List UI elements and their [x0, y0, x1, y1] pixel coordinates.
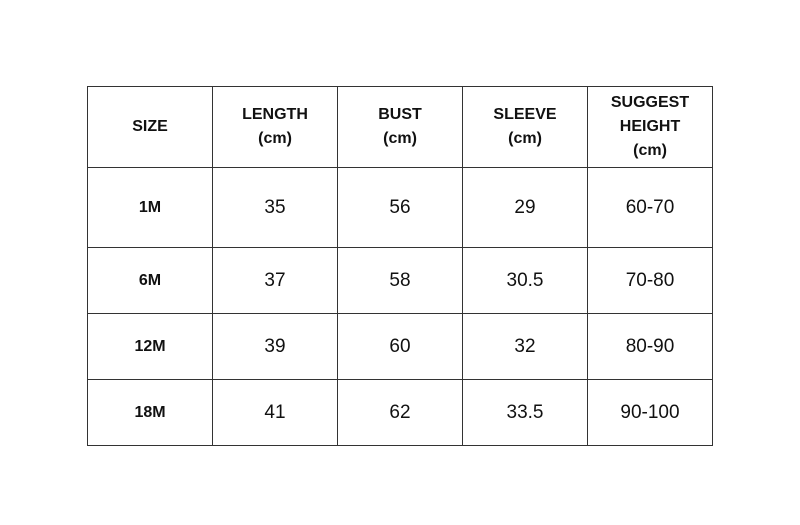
- cell-suggest-height: 80-90: [588, 314, 713, 380]
- cell-length: 37: [213, 248, 338, 314]
- header-sleeve-label: SLEEVE: [493, 106, 557, 123]
- cell-size: 18M: [88, 380, 213, 446]
- cell-sleeve: 30.5: [463, 248, 588, 314]
- cell-size: 6M: [88, 248, 213, 314]
- header-length-label: LENGTH: [242, 106, 308, 123]
- cell-sleeve: 33.5: [463, 380, 588, 446]
- header-length-unit: (cm): [258, 130, 292, 147]
- cell-size: 12M: [88, 314, 213, 380]
- table-header: [88, 87, 713, 168]
- header-size: [88, 87, 213, 168]
- cell-suggest-height: 60-70: [588, 168, 713, 248]
- table-row: [88, 314, 713, 380]
- header-suggest-height: [588, 87, 713, 168]
- table-row: [88, 248, 713, 314]
- header-bust-label: BUST: [378, 106, 422, 123]
- cell-length: 35: [213, 168, 338, 248]
- table-row: [88, 380, 713, 446]
- header-sleeve-unit: (cm): [508, 130, 542, 147]
- header-height-label: HEIGHT: [619, 118, 681, 135]
- table-row: [88, 168, 713, 248]
- cell-size: 1M: [88, 168, 213, 248]
- header-row: [88, 87, 713, 168]
- cell-bust: 62: [338, 380, 463, 446]
- cell-length: 39: [213, 314, 338, 380]
- cell-bust: 56: [338, 168, 463, 248]
- cell-bust: 58: [338, 248, 463, 314]
- table-body: [88, 168, 713, 446]
- header-size-label: SIZE: [132, 118, 168, 135]
- cell-sleeve: 29: [463, 168, 588, 248]
- header-suggest-label: SUGGEST: [610, 94, 690, 111]
- header-sleeve: [463, 87, 588, 168]
- header-bust-unit: (cm): [383, 130, 417, 147]
- header-length: [213, 87, 338, 168]
- size-chart-table: [87, 86, 713, 446]
- cell-bust: 60: [338, 314, 463, 380]
- cell-suggest-height: 90-100: [588, 380, 713, 446]
- cell-sleeve: 32: [463, 314, 588, 380]
- header-bust: [338, 87, 463, 168]
- header-height-unit: (cm): [633, 142, 667, 159]
- cell-suggest-height: 70-80: [588, 248, 713, 314]
- cell-length: 41: [213, 380, 338, 446]
